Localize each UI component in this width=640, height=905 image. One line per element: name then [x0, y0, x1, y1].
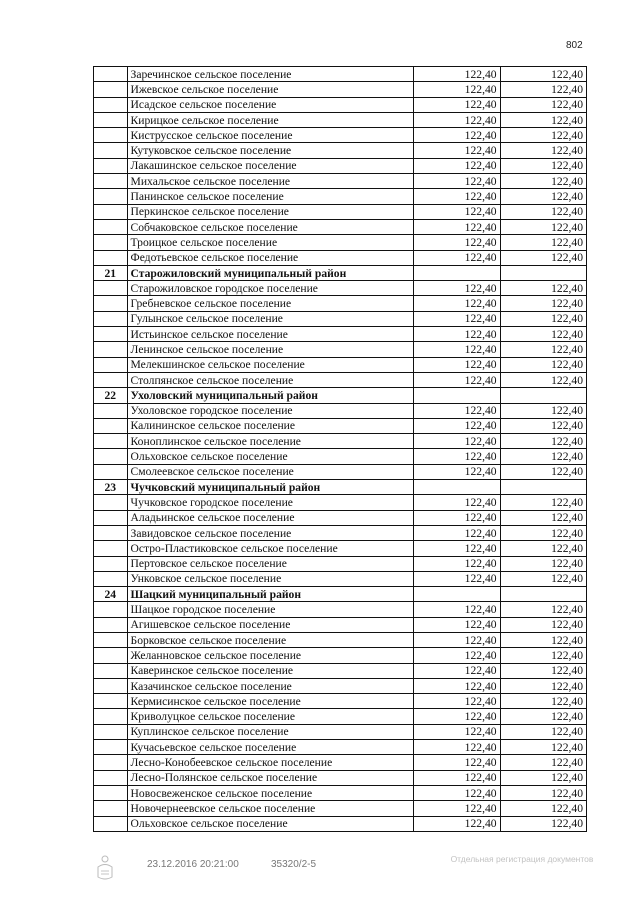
table-row [94, 112, 587, 127]
district-row [94, 388, 587, 403]
settlement-name: Заречинское сельское поселение [127, 67, 414, 82]
table-row [94, 632, 587, 647]
settlement-name: Лесно-Полянское сельское поселение [127, 770, 414, 785]
settlement-name: Смолеевское сельское поселение [127, 464, 414, 479]
table-row [94, 770, 587, 785]
row-number [94, 709, 128, 724]
settlement-name: Калининское сельское поселение [127, 418, 414, 433]
value-col-1 [414, 587, 500, 602]
row-number: 24 [94, 587, 128, 602]
value-col-2: 122,40 [500, 403, 586, 418]
table-row [94, 617, 587, 632]
value-col-2: 122,40 [500, 678, 586, 693]
table-row [94, 174, 587, 189]
value-col-1: 122,40 [414, 112, 500, 127]
value-col-1: 122,40 [414, 632, 500, 647]
value-col-2: 122,40 [500, 525, 586, 540]
row-number [94, 235, 128, 250]
value-col-1: 122,40 [414, 602, 500, 617]
row-number [94, 97, 128, 112]
table-row [94, 724, 587, 739]
table-row [94, 128, 587, 143]
row-number [94, 296, 128, 311]
row-number [94, 525, 128, 540]
table-row [94, 158, 587, 173]
value-col-1: 122,40 [414, 617, 500, 632]
settlement-name: Остро-Пластиковское сельское поселение [127, 541, 414, 556]
footer-doc-number: 35320/2-5 [271, 859, 317, 870]
settlement-name: Завидовское сельское поселение [127, 525, 414, 540]
value-col-1: 122,40 [414, 250, 500, 265]
district-row [94, 480, 587, 495]
value-col-1: 122,40 [414, 816, 500, 831]
row-number [94, 204, 128, 219]
row-number [94, 602, 128, 617]
value-col-2: 122,40 [500, 281, 586, 296]
table-row [94, 464, 587, 479]
settlement-name: Куплинское сельское поселение [127, 724, 414, 739]
value-col-2: 122,40 [500, 556, 586, 571]
value-col-1: 122,40 [414, 158, 500, 173]
value-col-2: 122,40 [500, 801, 586, 816]
settlement-name: Каверинское сельское поселение [127, 663, 414, 678]
page-number: 802 [566, 40, 583, 51]
settlement-name: Столпянское сельское поселение [127, 372, 414, 387]
registration-stamp-icon [94, 853, 116, 883]
row-number [94, 816, 128, 831]
value-col-2: 122,40 [500, 311, 586, 326]
row-number [94, 219, 128, 234]
row-number [94, 785, 128, 800]
value-col-1: 122,40 [414, 219, 500, 234]
row-number [94, 541, 128, 556]
row-number [94, 174, 128, 189]
value-col-2: 122,40 [500, 342, 586, 357]
value-col-1: 122,40 [414, 281, 500, 296]
value-col-2: 122,40 [500, 617, 586, 632]
settlement-name: Гребневское сельское поселение [127, 296, 414, 311]
value-col-2: 122,40 [500, 694, 586, 709]
value-col-1: 122,40 [414, 495, 500, 510]
settlement-name: Перкинское сельское поселение [127, 204, 414, 219]
row-number [94, 770, 128, 785]
settlement-name: Панинское сельское поселение [127, 189, 414, 204]
value-col-2: 122,40 [500, 219, 586, 234]
table-row [94, 755, 587, 770]
value-col-1: 122,40 [414, 174, 500, 189]
table-row [94, 434, 587, 449]
value-col-2: 122,40 [500, 174, 586, 189]
value-col-2: 122,40 [500, 67, 586, 82]
value-col-1: 122,40 [414, 189, 500, 204]
value-col-2: 122,40 [500, 128, 586, 143]
value-col-2: 122,40 [500, 495, 586, 510]
row-number: 21 [94, 265, 128, 280]
row-number: 23 [94, 480, 128, 495]
value-col-2 [500, 480, 586, 495]
table-row [94, 372, 587, 387]
value-col-1: 122,40 [414, 770, 500, 785]
table-row [94, 801, 587, 816]
row-number [94, 449, 128, 464]
value-col-2: 122,40 [500, 449, 586, 464]
row-number [94, 128, 128, 143]
value-col-2: 122,40 [500, 82, 586, 97]
value-col-2: 122,40 [500, 541, 586, 556]
settlement-name: Кирицкое сельское поселение [127, 112, 414, 127]
value-col-1 [414, 388, 500, 403]
row-number [94, 418, 128, 433]
table-row [94, 556, 587, 571]
value-col-2: 122,40 [500, 357, 586, 372]
value-col-2: 122,40 [500, 740, 586, 755]
value-col-1: 122,40 [414, 204, 500, 219]
table-row [94, 235, 587, 250]
settlements-table [93, 66, 587, 832]
settlement-name: Шацкий муниципальный район [127, 587, 414, 602]
value-col-1: 122,40 [414, 709, 500, 724]
row-number [94, 250, 128, 265]
settlement-name: Пертовское сельское поселение [127, 556, 414, 571]
table-row [94, 785, 587, 800]
settlement-name: Ухоловский муниципальный район [127, 388, 414, 403]
settlement-name: Гулынское сельское поселение [127, 311, 414, 326]
value-col-2: 122,40 [500, 464, 586, 479]
table-row [94, 816, 587, 831]
value-col-1 [414, 480, 500, 495]
table-row [94, 97, 587, 112]
row-number [94, 143, 128, 158]
settlement-name: Агишевское сельское поселение [127, 617, 414, 632]
row-number [94, 755, 128, 770]
table-row [94, 602, 587, 617]
value-col-1: 122,40 [414, 464, 500, 479]
value-col-1: 122,40 [414, 67, 500, 82]
settlement-name: Федотьевское сельское поселение [127, 250, 414, 265]
row-number [94, 740, 128, 755]
row-number [94, 342, 128, 357]
district-row [94, 587, 587, 602]
row-number [94, 434, 128, 449]
value-col-1: 122,40 [414, 740, 500, 755]
value-col-2: 122,40 [500, 372, 586, 387]
settlement-name: Шацкое городское поселение [127, 602, 414, 617]
footer-datetime: 23.12.2016 20:21:00 [147, 859, 239, 870]
value-col-1: 122,40 [414, 311, 500, 326]
value-col-1: 122,40 [414, 678, 500, 693]
value-col-2: 122,40 [500, 755, 586, 770]
settlement-name: Лакашинское сельское поселение [127, 158, 414, 173]
value-col-1 [414, 265, 500, 280]
row-number [94, 510, 128, 525]
value-col-2: 122,40 [500, 250, 586, 265]
value-col-1: 122,40 [414, 143, 500, 158]
row-number [94, 571, 128, 586]
value-col-1: 122,40 [414, 434, 500, 449]
value-col-1: 122,40 [414, 82, 500, 97]
settlement-name: Казачинское сельское поселение [127, 678, 414, 693]
value-col-2: 122,40 [500, 571, 586, 586]
settlement-name: Криволуцкое сельское поселение [127, 709, 414, 724]
value-col-1: 122,40 [414, 327, 500, 342]
value-col-1: 122,40 [414, 694, 500, 709]
settlement-name: Ольховское сельское поселение [127, 816, 414, 831]
settlement-name: Коноплинское сельское поселение [127, 434, 414, 449]
table-row [94, 678, 587, 693]
settlement-name: Унковское сельское поселение [127, 571, 414, 586]
row-number [94, 67, 128, 82]
table-row [94, 189, 587, 204]
row-number [94, 663, 128, 678]
row-number [94, 464, 128, 479]
settlement-name: Желанновское сельское поселение [127, 648, 414, 663]
value-col-2: 122,40 [500, 724, 586, 739]
table-row [94, 403, 587, 418]
table-row [94, 418, 587, 433]
settlement-name: Лесно-Конобеевское сельское поселение [127, 755, 414, 770]
row-number [94, 311, 128, 326]
value-col-2: 122,40 [500, 648, 586, 663]
table-row [94, 663, 587, 678]
table-row [94, 311, 587, 326]
settlement-name: Ленинское сельское поселение [127, 342, 414, 357]
table-row [94, 648, 587, 663]
row-number [94, 189, 128, 204]
table-row [94, 571, 587, 586]
settlement-name: Чучковское городское поселение [127, 495, 414, 510]
table-row [94, 740, 587, 755]
district-row [94, 265, 587, 280]
settlement-name: Троицкое сельское поселение [127, 235, 414, 250]
settlement-name: Ольховское сельское поселение [127, 449, 414, 464]
value-col-1: 122,40 [414, 449, 500, 464]
row-number [94, 678, 128, 693]
value-col-2 [500, 587, 586, 602]
value-col-1: 122,40 [414, 97, 500, 112]
value-col-2 [500, 388, 586, 403]
value-col-2: 122,40 [500, 327, 586, 342]
table-row [94, 204, 587, 219]
row-number [94, 372, 128, 387]
settlement-name: Михальское сельское поселение [127, 174, 414, 189]
table-row [94, 219, 587, 234]
value-col-1: 122,40 [414, 648, 500, 663]
settlement-name: Киструсское сельское поселение [127, 128, 414, 143]
value-col-2: 122,40 [500, 296, 586, 311]
settlement-name: Старожиловское городское поселение [127, 281, 414, 296]
row-number [94, 327, 128, 342]
value-col-1: 122,40 [414, 724, 500, 739]
value-col-2: 122,40 [500, 204, 586, 219]
row-number [94, 82, 128, 97]
row-number [94, 617, 128, 632]
value-col-2: 122,40 [500, 189, 586, 204]
value-col-2: 122,40 [500, 235, 586, 250]
row-number [94, 801, 128, 816]
row-number [94, 112, 128, 127]
settlement-name: Старожиловский муниципальный район [127, 265, 414, 280]
settlement-name: Ижевское сельское поселение [127, 82, 414, 97]
settlement-name: Чучковский муниципальный район [127, 480, 414, 495]
value-col-2: 122,40 [500, 143, 586, 158]
table-row [94, 449, 587, 464]
value-col-1: 122,40 [414, 418, 500, 433]
table-row [94, 510, 587, 525]
value-col-1: 122,40 [414, 541, 500, 556]
row-number: 22 [94, 388, 128, 403]
row-number [94, 694, 128, 709]
row-number [94, 357, 128, 372]
settlement-name: Кутуковское сельское поселение [127, 143, 414, 158]
value-col-2: 122,40 [500, 434, 586, 449]
settlement-name: Аладьинское сельское поселение [127, 510, 414, 525]
table-row [94, 495, 587, 510]
settlement-name: Кучасьевское сельское поселение [127, 740, 414, 755]
value-col-2: 122,40 [500, 158, 586, 173]
table-row [94, 67, 587, 82]
value-col-2: 122,40 [500, 709, 586, 724]
value-col-1: 122,40 [414, 128, 500, 143]
settlement-name: Ухоловское городское поселение [127, 403, 414, 418]
row-number [94, 632, 128, 647]
table-row [94, 281, 587, 296]
table-row [94, 694, 587, 709]
settlement-name: Кермисинское сельское поселение [127, 694, 414, 709]
table-row [94, 250, 587, 265]
value-col-1: 122,40 [414, 663, 500, 678]
settlement-name: Исадское сельское поселение [127, 97, 414, 112]
value-col-1: 122,40 [414, 571, 500, 586]
value-col-2: 122,40 [500, 663, 586, 678]
table-row [94, 143, 587, 158]
row-number [94, 281, 128, 296]
settlement-name: Новочернеевское сельское поселение [127, 801, 414, 816]
row-number [94, 495, 128, 510]
settlement-name: Собчаковское сельское поселение [127, 219, 414, 234]
table-row [94, 357, 587, 372]
footer-watermark: Отдельная регистрация документов [450, 854, 594, 864]
row-number [94, 724, 128, 739]
value-col-2: 122,40 [500, 97, 586, 112]
value-col-1: 122,40 [414, 801, 500, 816]
table-row [94, 541, 587, 556]
value-col-1: 122,40 [414, 403, 500, 418]
value-col-1: 122,40 [414, 556, 500, 571]
table-row [94, 327, 587, 342]
value-col-1: 122,40 [414, 785, 500, 800]
value-col-1: 122,40 [414, 755, 500, 770]
table-row [94, 296, 587, 311]
table-row [94, 525, 587, 540]
value-col-2: 122,40 [500, 112, 586, 127]
value-col-2: 122,40 [500, 770, 586, 785]
value-col-2: 122,40 [500, 510, 586, 525]
table-row [94, 82, 587, 97]
settlement-name: Мелекшинское сельское поселение [127, 357, 414, 372]
value-col-1: 122,40 [414, 342, 500, 357]
value-col-2: 122,40 [500, 632, 586, 647]
value-col-2: 122,40 [500, 602, 586, 617]
footer [0, 854, 640, 889]
row-number [94, 556, 128, 571]
value-col-1: 122,40 [414, 510, 500, 525]
table-row [94, 709, 587, 724]
value-col-2: 122,40 [500, 418, 586, 433]
value-col-1: 122,40 [414, 372, 500, 387]
table-row [94, 342, 587, 357]
value-col-1: 122,40 [414, 296, 500, 311]
value-col-2 [500, 265, 586, 280]
settlement-name: Истьинское сельское поселение [127, 327, 414, 342]
settlement-name: Новосвеженское сельское поселение [127, 785, 414, 800]
value-col-1: 122,40 [414, 235, 500, 250]
row-number [94, 648, 128, 663]
table-body [94, 67, 587, 832]
row-number [94, 158, 128, 173]
row-number [94, 403, 128, 418]
settlement-name: Борковское сельское поселение [127, 632, 414, 647]
value-col-2: 122,40 [500, 785, 586, 800]
value-col-1: 122,40 [414, 525, 500, 540]
value-col-2: 122,40 [500, 816, 586, 831]
value-col-1: 122,40 [414, 357, 500, 372]
